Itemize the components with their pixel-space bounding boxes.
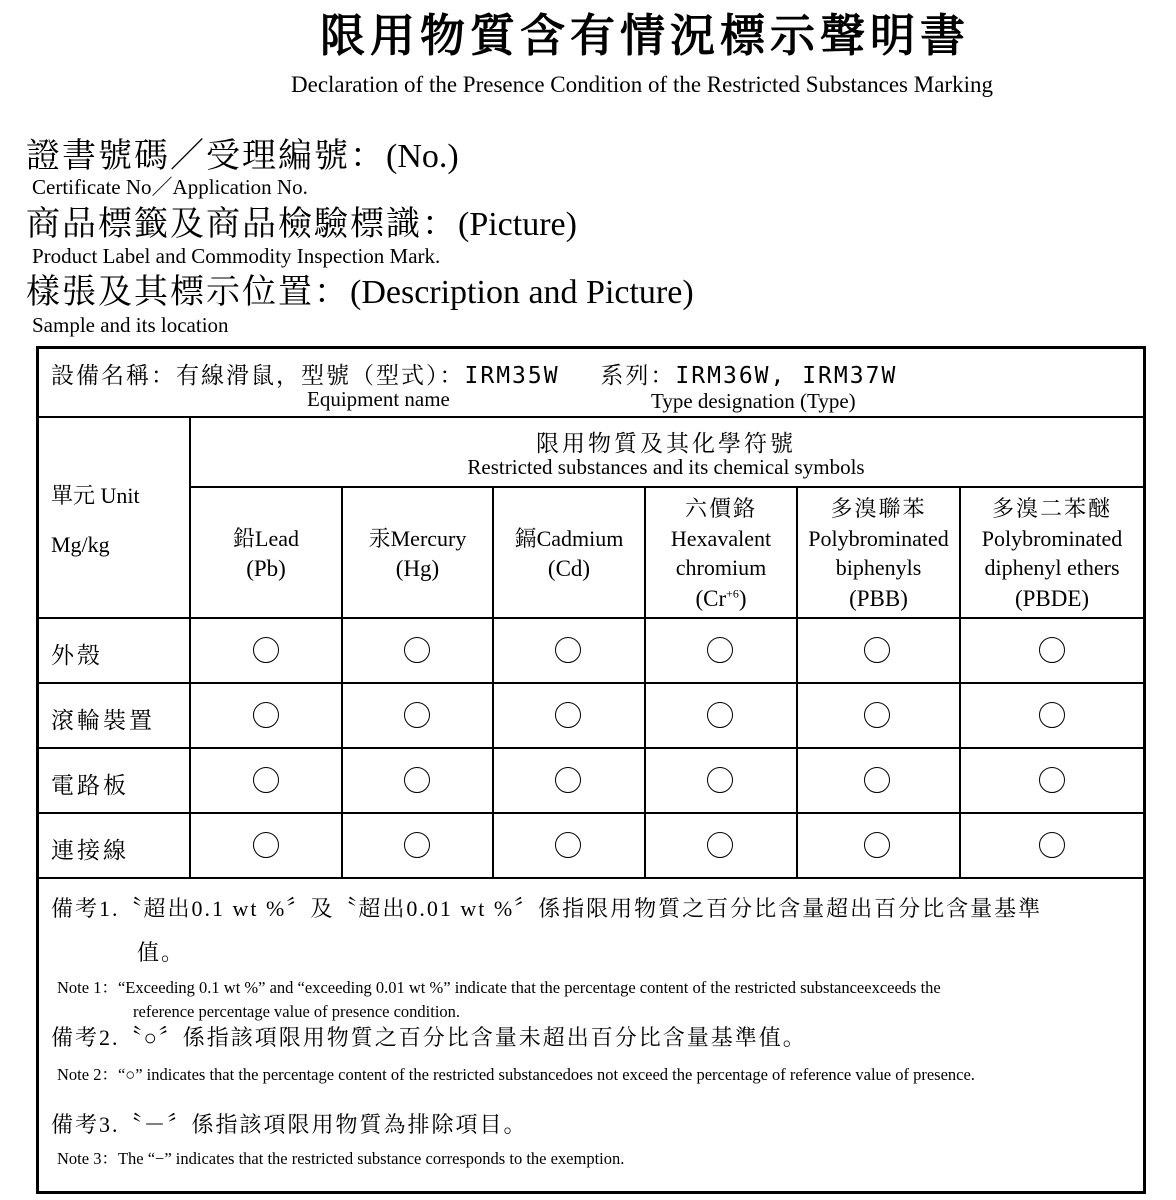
title-chinese: 限用物質含有情況標示聲明書 bbox=[319, 11, 970, 61]
compliance-mark-circle bbox=[253, 832, 279, 858]
substance-name-en: Hexavalent bbox=[670, 525, 772, 551]
product-label-label-suffix: (Picture) bbox=[458, 206, 577, 243]
divider-line bbox=[39, 747, 1143, 749]
compliance-mark-circle bbox=[1039, 832, 1065, 858]
substance-name: 鉛Lead bbox=[233, 525, 299, 551]
compliance-mark-circle bbox=[555, 767, 581, 793]
divider-line bbox=[189, 416, 191, 877]
compliance-mark-circle bbox=[864, 702, 890, 728]
substance-name-en: biphenyls bbox=[835, 555, 922, 581]
substance-header-cadmium bbox=[494, 489, 644, 619]
equipment-name-label-en: Equipment name bbox=[307, 387, 450, 411]
compliance-mark-circle bbox=[555, 702, 581, 728]
substance-name: 鎘Cadmium bbox=[514, 525, 624, 551]
compliance-mark-circle bbox=[707, 637, 733, 663]
substance-name-en: diphenyl ethers bbox=[984, 555, 1120, 581]
symbol-superscript: +6 bbox=[726, 586, 739, 601]
title-english: Declaration of the Presence Condition of the Restricted Substances Marking bbox=[291, 72, 993, 97]
substance-name-en: Polybrominated bbox=[808, 525, 949, 551]
row-label-scroll-wheel: 滾輪裝置 bbox=[51, 708, 155, 733]
substance-header-mercury bbox=[343, 489, 492, 619]
unit-value: Mg/kg bbox=[51, 532, 110, 557]
note2-zh: 備考2.〝○〞係指該項限用物質之百分比含量未超出百分比含量基準值。 bbox=[51, 1025, 807, 1050]
certificate-number-label-zh: 證書號碼／受理編號： bbox=[26, 138, 386, 175]
note3-zh: 備考3.〝－〞係指該項限用物質為排除項目。 bbox=[51, 1112, 528, 1137]
sample-location-field bbox=[26, 274, 694, 311]
compliance-mark-circle bbox=[864, 767, 890, 793]
product-label-field bbox=[26, 206, 577, 243]
declaration-table bbox=[36, 346, 1146, 1194]
compliance-mark-circle bbox=[555, 637, 581, 663]
divider-line bbox=[39, 877, 1143, 879]
note3-en: Note 3：The “−” indicates that the restricted substance corresponds to the exemption. bbox=[57, 1149, 625, 1168]
substance-name-zh: 多溴聯苯 bbox=[830, 495, 927, 521]
compliance-mark-circle bbox=[1039, 767, 1065, 793]
compliance-mark-circle bbox=[864, 637, 890, 663]
divider-line bbox=[39, 682, 1143, 684]
symbol-base: (Cr bbox=[695, 586, 727, 611]
compliance-mark-circle bbox=[864, 832, 890, 858]
certificate-number-field bbox=[26, 138, 459, 175]
certificate-number-label-suffix: (No.) bbox=[386, 138, 459, 175]
compliance-mark-circle bbox=[707, 767, 733, 793]
row-label-cable: 連接線 bbox=[51, 838, 129, 863]
row-label-circuit-board: 電路板 bbox=[51, 773, 129, 798]
compliance-mark-circle bbox=[253, 702, 279, 728]
substance-name-en: chromium bbox=[675, 555, 767, 581]
restricted-substances-heading-en: Restricted substances and its chemical symbols bbox=[467, 455, 865, 479]
note1-en-line2: reference percentage value of presence condition. bbox=[133, 1001, 461, 1021]
compliance-mark-circle bbox=[707, 702, 733, 728]
sample-location-label-zh: 樣張及其標示位置： bbox=[26, 274, 350, 311]
product-label-label-en: Product Label and Commodity Inspection Mark. bbox=[32, 244, 441, 268]
note1-en bbox=[57, 976, 941, 1024]
substance-name: 汞Mercury bbox=[368, 525, 467, 551]
compliance-mark-circle bbox=[404, 702, 430, 728]
substance-symbol: (Cd) bbox=[547, 556, 591, 582]
substance-symbol: (PBDE) bbox=[1014, 586, 1090, 611]
note1-zh-continued: 值。 bbox=[137, 940, 186, 965]
substance-header-lead bbox=[191, 489, 341, 619]
divider-line bbox=[39, 416, 1143, 418]
symbol-end: ) bbox=[738, 586, 747, 611]
note2-en: Note 2：“○” indicates that the percentage content of the restricted substancedoes not exceed the percentage of reference value of presence. bbox=[57, 1065, 975, 1084]
substance-name-zh: 六價鉻 bbox=[684, 495, 757, 521]
compliance-mark-circle bbox=[404, 767, 430, 793]
divider-line bbox=[39, 812, 1143, 814]
compliance-mark-circle bbox=[404, 637, 430, 663]
type-designation-label-en: Type designation (Type) bbox=[651, 389, 856, 413]
note1-en-line1: Note 1：“Exceeding 0.1 wt %” and “exceeding 0.01 wt %” indicate that the percentage content of the restricted substanceexceeds the bbox=[57, 978, 941, 997]
substance-symbol: (Hg) bbox=[395, 556, 440, 582]
compliance-mark-circle bbox=[707, 832, 733, 858]
compliance-mark-circle bbox=[1039, 637, 1065, 663]
restricted-substances-heading-zh: 限用物質及其化學符號 bbox=[536, 431, 796, 456]
substance-name-zh: 多溴二苯醚 bbox=[991, 495, 1112, 521]
sample-location-label-suffix: (Description and Picture) bbox=[350, 274, 694, 311]
equipment-model-line: 設備名稱：有線滑鼠，型號（型式）：IRM35W 系列：IRM36W, IRM37W bbox=[51, 363, 898, 389]
compliance-mark-circle bbox=[555, 832, 581, 858]
substance-symbol: (PBB) bbox=[849, 586, 908, 611]
divider-line bbox=[189, 486, 1143, 488]
compliance-mark-circle bbox=[253, 637, 279, 663]
sample-location-label-en: Sample and its location bbox=[32, 313, 229, 337]
substance-header-pbde bbox=[961, 489, 1143, 619]
certificate-number-label-en: Certificate No／Application No. bbox=[32, 175, 308, 199]
compliance-mark-circle bbox=[253, 767, 279, 793]
product-label-label-zh: 商品標籤及商品檢驗標識： bbox=[26, 206, 458, 243]
substance-header-pbb bbox=[798, 489, 959, 619]
compliance-mark-circle bbox=[404, 832, 430, 858]
row-label-housing: 外殼 bbox=[51, 643, 103, 668]
note1-zh: 備考1.〝超出0.1 wt %〞及〝超出0.01 wt %〞係指限用物質之百分比含量超出百分比含量基準 bbox=[51, 896, 1043, 921]
substance-symbol: (Pb) bbox=[246, 556, 286, 582]
compliance-mark-circle bbox=[1039, 702, 1065, 728]
substance-name-en: Polybrominated bbox=[981, 525, 1123, 551]
unit-label: 單元 Unit bbox=[51, 483, 140, 508]
substance-symbol bbox=[695, 583, 746, 614]
substance-header-hexavalent-chromium bbox=[646, 489, 796, 619]
